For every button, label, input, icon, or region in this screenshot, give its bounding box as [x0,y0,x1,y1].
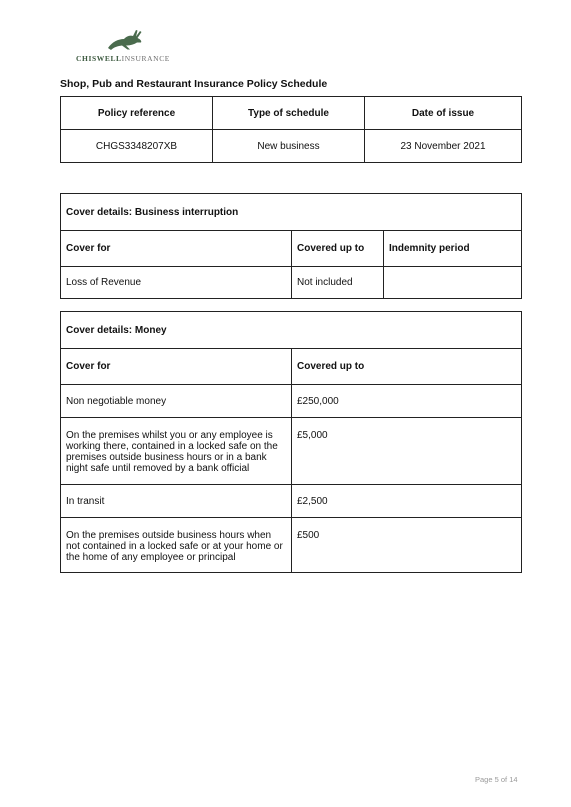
table-header-row [61,231,522,267]
section-header-row [61,312,522,349]
header-covered-up-to: Covered up to [292,231,384,267]
header-indemnity-period: Indemnity period [384,231,522,267]
table-row [61,130,522,163]
table-row [61,385,522,418]
date-of-issue-value: 23 November 2021 [365,130,522,163]
section-header-row [61,194,522,231]
header-cover-for: Cover for [61,349,292,385]
header-policy-reference: Policy reference [61,97,213,130]
table-row [61,418,522,485]
covered-up-to-cell: £5,000 [292,418,522,485]
brand-logo [76,26,186,66]
hare-icon [106,26,146,52]
covered-up-to-cell: Not included [292,267,384,299]
cover-for-cell: Loss of Revenue [61,267,292,299]
table-row [61,518,522,573]
table-row [61,485,522,518]
table-header-row [61,349,522,385]
header-type-of-schedule: Type of schedule [213,97,365,130]
covered-up-to-cell: £2,500 [292,485,522,518]
covered-up-to-cell: £500 [292,518,522,573]
cover-for-cell: On the premises outside business hours when not contained in a locked safe or at your home or the home of any employee or principal [61,518,292,573]
cover-for-cell: On the premises whilst you or any employee is working there, contained in a locked safe on the premises outside business hours or in a bank night safe until removed by a bank official [61,418,292,485]
covered-up-to-cell: £250,000 [292,385,522,418]
brand-name: CHISWELL [76,54,122,63]
brand-suffix: INSURANCE [121,54,170,63]
table-row [61,267,522,299]
policy-info-table [60,96,522,163]
type-of-schedule-value: New business [213,130,365,163]
header-cover-for: Cover for [61,231,292,267]
table-header-row [61,97,522,130]
header-date-of-issue: Date of issue [365,97,522,130]
section-title-business-interruption: Cover details: Business interruption [61,194,522,231]
section-title-money: Cover details: Money [61,312,522,349]
document-title: Shop, Pub and Restaurant Insurance Policy Schedule [60,78,328,90]
indemnity-period-cell [384,267,522,299]
money-cover-table [60,311,522,573]
policy-reference-value: CHGS3348207XB [61,130,213,163]
cover-for-cell: Non negotiable money [61,385,292,418]
header-covered-up-to: Covered up to [292,349,522,385]
page-number: Page 5 of 14 [475,775,518,784]
business-interruption-table [60,193,522,299]
cover-for-cell: In transit [61,485,292,518]
